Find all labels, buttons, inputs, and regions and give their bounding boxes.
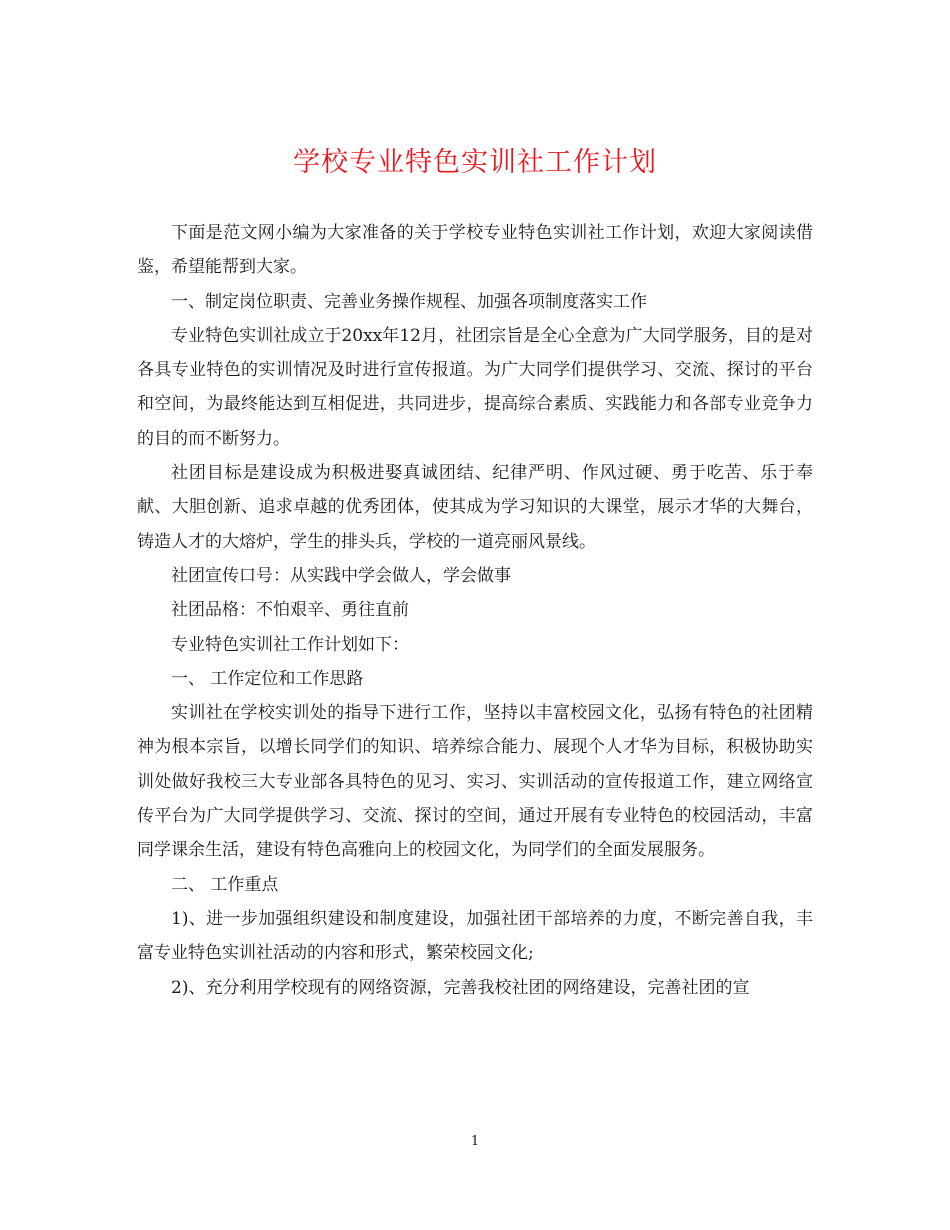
intro-paragraph: 下面是范文网小编为大家准备的关于学校专业特色实训社工作计划，欢迎大家阅读借鉴，希望能帮到大家。 xyxy=(137,223,813,278)
body-paragraph: 社团目标是建设成为积极进娶真诚团结、纪律严明、作风过硬、勇于吃苦、乐于奉献、大胆创新、追求卓越的优秀团体，使其成为学习知识的大课堂，展示才华的大舞台，铸造人才的大熔炉，学生的排头兵，学校的一道亮丽风景线。 xyxy=(137,463,813,552)
section-heading: 一、 工作定位和工作思路 xyxy=(171,668,364,689)
document-title: 学校专业特色实训社工作计划 xyxy=(293,147,657,178)
section-heading: 二、 工作重点 xyxy=(171,874,279,895)
document-body xyxy=(137,216,813,1005)
slogan-line: 社团宣传口号：从实践中学会做人，学会做事 xyxy=(171,565,511,586)
list-item: 2)、充分利用学校现有的网络资源，完善我校社团的网络建设，完善社团的宣 xyxy=(171,977,750,998)
plan-intro-line: 专业特色实训社工作计划如下： xyxy=(171,634,409,655)
body-paragraph: 实训社在学校实训处的指导下进行工作，坚持以丰富校园文化，弘扬有特色的社团精神为根本宗旨，以增长同学们的知识、培养综合能力、展现个人才华为目标，积极协助实训处做好我校三大专业部各具特色的见习、实习、实训活动的宣传报道工作，建立网络宣传平台为广大同学提供学习、交流、探讨的空间，通过开展有专业特色的校园活动，丰富同学课余生活，建设有特色高雅向上的校园文化，为同学们的全面发展服务。 xyxy=(137,703,813,861)
list-item: 1)、进一步加强组织建设和制度建设，加强社团干部培养的力度，不断完善自我，丰富专业特色实训社活动的内容和形式，繁荣校园文化; xyxy=(137,908,813,964)
section-heading: 一、制定岗位职责、完善业务操作规程、加强各项制度落实工作 xyxy=(171,291,647,312)
character-line: 社团品格：不怕艰辛、勇往直前 xyxy=(171,600,409,621)
body-paragraph: 专业特色实训社成立于20xx年12月，社团宗旨是全心全意为广大同学服务，目的是对各具专业特色的实训情况及时进行宣传报道。为广大同学们提供学习、交流、探讨的平台和空间，为最终能达到互相促进，共同进步，提高综合素质、实践能力和各部专业竞争力的目的而不断努力。 xyxy=(137,325,813,449)
page-number: 1 xyxy=(470,1134,480,1149)
